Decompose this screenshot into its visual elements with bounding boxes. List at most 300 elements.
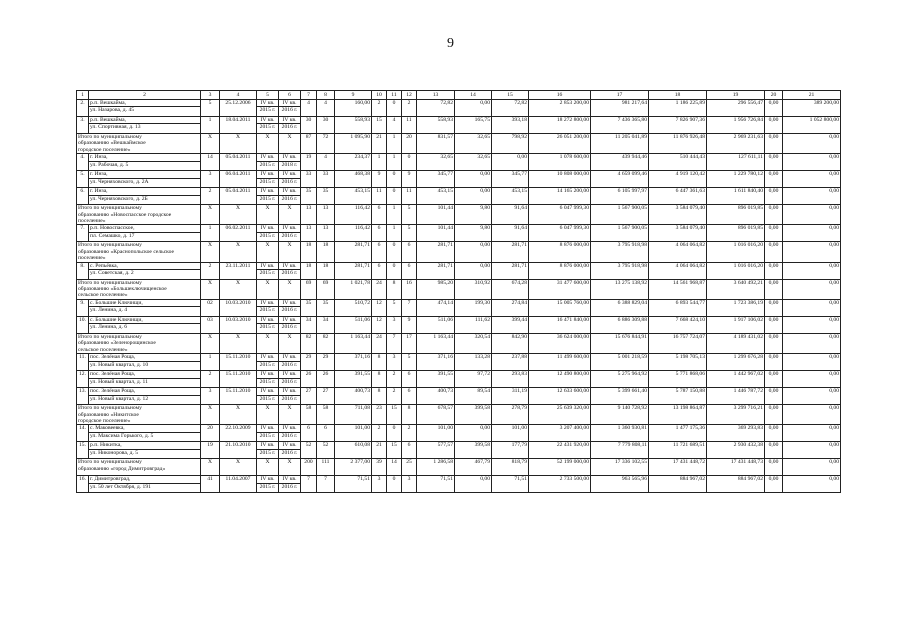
planned-demolition-date bbox=[279, 371, 301, 388]
value-cell-c8: 58 bbox=[317, 405, 335, 425]
value-cell-c10: 15 bbox=[372, 117, 387, 134]
value-cell-c20: 0,00 bbox=[765, 371, 783, 388]
value-cell-c18: 16 757 724,07 bbox=[649, 333, 707, 353]
value-cell-c11: 3 bbox=[387, 354, 402, 371]
value-cell-c16: 25 639 320,00 bbox=[529, 405, 591, 425]
x-mark-cell: X bbox=[279, 405, 301, 425]
value-cell-c17: 9 140 728,92 bbox=[591, 405, 649, 425]
value-cell-c7: 52 bbox=[301, 442, 317, 459]
cell-line: IV кв. bbox=[282, 299, 297, 306]
document-number: 5 bbox=[201, 100, 220, 117]
table-row bbox=[77, 262, 841, 279]
value-cell-c12: 2 bbox=[402, 100, 417, 117]
value-cell-c9: 234,37 bbox=[335, 154, 372, 171]
value-cell-c12: 5 bbox=[402, 354, 417, 371]
cell-line: ул. Максима Горького, д. 5 bbox=[89, 432, 200, 439]
value-cell-c17: 981 217,64 bbox=[591, 100, 649, 117]
value-cell-c18: 13 198 864,87 bbox=[649, 405, 707, 425]
value-cell-c12: 25 bbox=[402, 459, 417, 476]
value-cell-c11: 2 bbox=[387, 371, 402, 388]
planned-demolition-date bbox=[279, 354, 301, 371]
planned-resettlement-date bbox=[257, 388, 279, 405]
value-cell-c7: 13 bbox=[301, 205, 317, 225]
table-row bbox=[77, 225, 841, 242]
value-cell-c15: 237,88 bbox=[492, 354, 529, 371]
value-cell-c13: 71,51 bbox=[417, 476, 455, 493]
value-cell-c8: 35 bbox=[317, 299, 335, 316]
table-row bbox=[77, 299, 841, 316]
cell-line: IV кв. bbox=[282, 154, 297, 161]
document-number: 1 bbox=[201, 225, 220, 242]
value-cell-c12: 8 bbox=[402, 405, 417, 425]
value-cell-c19: 896 019,85 bbox=[707, 205, 765, 225]
value-cell-c17: 3 795 918,98 bbox=[591, 242, 649, 262]
value-cell-c16: 1 078 600,00 bbox=[529, 154, 591, 171]
cell-line: ул. Рабочая, д. 5 bbox=[89, 161, 200, 168]
column-number-header: 9 bbox=[335, 91, 372, 100]
value-cell-c17: 6 105 997,97 bbox=[591, 188, 649, 205]
value-cell-c15: 842,90 bbox=[492, 333, 529, 353]
value-cell-c7: 82 bbox=[301, 333, 317, 353]
table-row bbox=[77, 100, 841, 117]
row-number: 3. bbox=[77, 117, 89, 134]
cell-line: IV кв. bbox=[260, 262, 275, 269]
x-mark-cell: X bbox=[257, 242, 279, 262]
value-cell-c17: 7 436 365,80 bbox=[591, 117, 649, 134]
cell-line: г. Инза, bbox=[90, 188, 108, 195]
value-cell-c17: 15 676 844,91 bbox=[591, 333, 649, 353]
value-cell-c19: 1 611 840,40 bbox=[707, 188, 765, 205]
value-cell-c18: 1 477 175,36 bbox=[649, 425, 707, 442]
cell-line: ул. Черняховского, д. 2А bbox=[89, 178, 200, 185]
x-mark-cell: X bbox=[201, 242, 220, 262]
planned-demolition-date bbox=[279, 316, 301, 333]
value-cell-c7: 87 bbox=[301, 134, 317, 154]
x-mark-cell: X bbox=[220, 333, 257, 353]
cell-line: IV кв. bbox=[282, 442, 297, 449]
cell-line: образованию «Вешкаймское bbox=[78, 140, 146, 147]
row-number: 8. bbox=[77, 262, 89, 279]
value-cell-c13: 101,44 bbox=[417, 205, 455, 225]
document-date: 15.11.2010 bbox=[220, 354, 257, 371]
value-cell-c18: 4 064 064,82 bbox=[649, 262, 707, 279]
value-cell-c15: 281,71 bbox=[492, 262, 529, 279]
column-number-header: 2 bbox=[89, 91, 201, 100]
value-cell-c7: 69 bbox=[301, 279, 317, 299]
row-number: 4. bbox=[77, 154, 89, 171]
value-cell-c14: 399,58 bbox=[455, 405, 492, 425]
value-cell-c8: 34 bbox=[317, 316, 335, 333]
value-cell-c10: 8 bbox=[372, 354, 387, 371]
x-mark-cell: X bbox=[201, 459, 220, 476]
value-cell-c9: 711,08 bbox=[335, 405, 372, 425]
value-cell-c15: 281,71 bbox=[492, 242, 529, 262]
value-cell-c19: 1 299 676,28 bbox=[707, 354, 765, 371]
value-cell-c21: 0,00 bbox=[783, 442, 841, 459]
value-cell-c14: 32,65 bbox=[455, 154, 492, 171]
value-cell-c20: 0,00 bbox=[765, 442, 783, 459]
cell-line: IV кв. bbox=[260, 371, 275, 378]
column-number-header: 12 bbox=[402, 91, 417, 100]
x-mark-cell: X bbox=[220, 134, 257, 154]
value-cell-c21: 0,00 bbox=[783, 388, 841, 405]
value-cell-c14: 165,75 bbox=[455, 117, 492, 134]
cell-line: 2015 г. bbox=[257, 106, 278, 113]
x-mark-cell: X bbox=[279, 279, 301, 299]
value-cell-c14: 399,58 bbox=[455, 442, 492, 459]
value-cell-c14: 320,54 bbox=[455, 333, 492, 353]
value-cell-c17: 17 336 102,55 bbox=[591, 459, 649, 476]
planned-resettlement-date bbox=[257, 442, 279, 459]
table-row bbox=[77, 425, 841, 442]
value-cell-c11: 0 bbox=[387, 242, 402, 262]
value-cell-c15: 0,00 bbox=[492, 154, 529, 171]
value-cell-c17: 3 795 918,98 bbox=[591, 262, 649, 279]
cell-line: IV кв. bbox=[260, 154, 275, 161]
value-cell-c21: 0,00 bbox=[783, 425, 841, 442]
value-cell-c13: 558,93 bbox=[417, 117, 455, 134]
value-cell-c8: 52 bbox=[317, 442, 335, 459]
address-cell bbox=[89, 225, 201, 242]
value-cell-c11: 14 bbox=[387, 459, 402, 476]
document-date: 25.12.2006 bbox=[220, 100, 257, 117]
value-cell-c10: 3 bbox=[372, 476, 387, 493]
document-date: 15.11.2010 bbox=[220, 371, 257, 388]
cell-line: IV кв. bbox=[260, 476, 275, 483]
value-cell-c20: 0,00 bbox=[765, 459, 783, 476]
value-cell-c17: 5 275 964,92 bbox=[591, 371, 649, 388]
cell-line: 2015 г. bbox=[257, 432, 278, 439]
cell-line: 2016 г. bbox=[279, 432, 300, 439]
column-number-header: 14 bbox=[455, 91, 492, 100]
cell-line: ул. 50 лет Октября, д. 191 bbox=[89, 483, 200, 490]
document-date: 10.03.2010 bbox=[220, 316, 257, 333]
value-cell-c18: 6 893 544,77 bbox=[649, 299, 707, 316]
document-date: 10.03.2010 bbox=[220, 299, 257, 316]
value-cell-c12: 9 bbox=[402, 171, 417, 188]
value-cell-c17: 11 205 041,89 bbox=[591, 134, 649, 154]
value-cell-c15: 91,64 bbox=[492, 225, 529, 242]
table-row bbox=[77, 442, 841, 459]
cell-line: IV кв. bbox=[282, 262, 297, 269]
value-cell-c7: 6 bbox=[301, 425, 317, 442]
value-cell-c15: 72,82 bbox=[492, 100, 529, 117]
value-cell-c16: 6 047 999,30 bbox=[529, 205, 591, 225]
value-cell-c18: 11 721 689,51 bbox=[649, 442, 707, 459]
value-cell-c8: 33 bbox=[317, 171, 335, 188]
value-cell-c7: 200 bbox=[301, 459, 317, 476]
value-cell-c11: 0 bbox=[387, 262, 402, 279]
value-cell-c19: 2 969 231,63 bbox=[707, 134, 765, 154]
cell-line: IV кв. bbox=[282, 316, 297, 323]
value-cell-c13: 511,06 bbox=[417, 316, 455, 333]
value-cell-c9: 116,42 bbox=[335, 225, 372, 242]
value-cell-c12: 6 bbox=[402, 242, 417, 262]
value-cell-c18: 6 447 361,63 bbox=[649, 188, 707, 205]
cell-line: 2015 г. bbox=[257, 161, 278, 168]
planned-demolition-date bbox=[279, 388, 301, 405]
column-number-header: 3 bbox=[201, 91, 220, 100]
value-cell-c13: 678,57 bbox=[417, 405, 455, 425]
address-cell bbox=[89, 425, 201, 442]
cell-line: IV кв. bbox=[282, 476, 297, 483]
cell-line: с. Большие Ключищи, bbox=[90, 299, 143, 306]
value-cell-c8: 29 bbox=[317, 354, 335, 371]
column-number-header: 20 bbox=[765, 91, 783, 100]
column-number-header: 13 bbox=[417, 91, 455, 100]
planned-demolition-date bbox=[279, 262, 301, 279]
value-cell-c18: 5 787 150,88 bbox=[649, 388, 707, 405]
cell-line: пос. Зелёная Роща, bbox=[90, 388, 136, 395]
planned-demolition-date bbox=[279, 299, 301, 316]
value-cell-c16: 22 431 920,00 bbox=[529, 442, 591, 459]
subtotal-row bbox=[77, 333, 841, 353]
value-cell-c11: 7 bbox=[387, 333, 402, 353]
value-cell-c11: 1 bbox=[387, 225, 402, 242]
value-cell-c12: 2 bbox=[402, 425, 417, 442]
cell-line: 2016 г. bbox=[279, 395, 300, 402]
value-cell-c20: 0,00 bbox=[765, 262, 783, 279]
value-cell-c19: 1 917 106,02 bbox=[707, 316, 765, 333]
column-number-header: 18 bbox=[649, 91, 707, 100]
cell-line: г. Инза, bbox=[90, 171, 108, 178]
value-cell-c11: 0 bbox=[387, 171, 402, 188]
row-number: 10. bbox=[77, 316, 89, 333]
cell-line: образованию «Большеключищенское bbox=[78, 286, 167, 293]
value-cell-c14: 9,80 bbox=[455, 225, 492, 242]
document-number: 3 bbox=[201, 388, 220, 405]
value-cell-c14: 0,00 bbox=[455, 476, 492, 493]
value-cell-c14: 133,28 bbox=[455, 354, 492, 371]
value-cell-c18: 4 919 120,42 bbox=[649, 171, 707, 188]
cell-line: IV кв. bbox=[260, 171, 275, 178]
cell-line: с. Репьёвка, bbox=[90, 262, 118, 269]
planned-demolition-date bbox=[279, 476, 301, 493]
value-cell-c10: 39 bbox=[372, 459, 387, 476]
planned-demolition-date bbox=[279, 225, 301, 242]
value-cell-c9: 1 163,44 bbox=[335, 333, 372, 353]
value-cell-c14: 0,00 bbox=[455, 425, 492, 442]
value-cell-c21: 0,00 bbox=[783, 459, 841, 476]
value-cell-c7: 35 bbox=[301, 299, 317, 316]
x-mark-cell: X bbox=[201, 279, 220, 299]
x-mark-cell: X bbox=[257, 205, 279, 225]
address-cell bbox=[89, 262, 201, 279]
cell-line: 2015 г. bbox=[257, 378, 278, 385]
cell-line: образованию «город Димитровград» bbox=[78, 465, 166, 472]
x-mark-cell: X bbox=[279, 205, 301, 225]
address-cell bbox=[89, 388, 201, 405]
cell-line: г. Инза, bbox=[90, 154, 108, 161]
value-cell-c9: 400,73 bbox=[335, 388, 372, 405]
value-cell-c13: 32,65 bbox=[417, 154, 455, 171]
cell-line: 2016 г. bbox=[279, 306, 300, 313]
cell-line: 2015 г. bbox=[257, 178, 278, 185]
cell-line: 2016 г. bbox=[279, 483, 300, 490]
planned-demolition-date bbox=[279, 442, 301, 459]
value-cell-c14: 111,62 bbox=[455, 316, 492, 333]
value-cell-c21: 0,00 bbox=[783, 371, 841, 388]
column-number-header: 15 bbox=[492, 91, 529, 100]
value-cell-c19: 2 930 432,38 bbox=[707, 442, 765, 459]
value-cell-c15: 393,18 bbox=[492, 117, 529, 134]
value-cell-c17: 1 360 930,81 bbox=[591, 425, 649, 442]
cell-line: образованию «Зеленорощинское bbox=[78, 340, 156, 347]
cell-line: IV кв. bbox=[282, 188, 297, 195]
cell-line: 2015 г. bbox=[257, 269, 278, 276]
value-cell-c9: 101,00 bbox=[335, 425, 372, 442]
value-cell-c20: 0,00 bbox=[765, 279, 783, 299]
value-cell-c10: 8 bbox=[372, 388, 387, 405]
cell-line: IV кв. bbox=[260, 299, 275, 306]
value-cell-c8: 72 bbox=[317, 134, 335, 154]
value-cell-c14: 467,79 bbox=[455, 459, 492, 476]
x-mark-cell: X bbox=[257, 405, 279, 425]
value-cell-c7: 18 bbox=[301, 262, 317, 279]
value-cell-c21: 0,00 bbox=[783, 242, 841, 262]
value-cell-c9: 511,06 bbox=[335, 316, 372, 333]
cell-line: IV кв. bbox=[282, 425, 297, 432]
value-cell-c9: 391,55 bbox=[335, 371, 372, 388]
value-cell-c11: 15 bbox=[387, 405, 402, 425]
value-cell-c8: 13 bbox=[317, 225, 335, 242]
value-cell-c15: 798,92 bbox=[492, 134, 529, 154]
x-mark-cell: X bbox=[257, 279, 279, 299]
value-cell-c11: 3 bbox=[387, 316, 402, 333]
subtotal-row bbox=[77, 134, 841, 154]
cell-line: 2016 г. bbox=[279, 269, 300, 276]
value-cell-c16: 11 499 600,00 bbox=[529, 354, 591, 371]
value-cell-c19: 1 016 016,20 bbox=[707, 242, 765, 262]
planned-demolition-date bbox=[279, 425, 301, 442]
subtotal-row bbox=[77, 279, 841, 299]
value-cell-c9: 610,08 bbox=[335, 442, 372, 459]
value-cell-c15: 293,83 bbox=[492, 371, 529, 388]
document-number: 14 bbox=[201, 154, 220, 171]
row-number: 15. bbox=[77, 442, 89, 459]
value-cell-c19: 1 442 967,02 bbox=[707, 371, 765, 388]
value-cell-c14: 32,65 bbox=[455, 134, 492, 154]
cell-line: 2016 г. bbox=[279, 378, 300, 385]
value-cell-c9: 453,15 bbox=[335, 188, 372, 205]
value-cell-c20: 0,00 bbox=[765, 117, 783, 134]
value-cell-c7: 33 bbox=[301, 171, 317, 188]
value-cell-c20: 0,00 bbox=[765, 405, 783, 425]
value-cell-c13: 281,71 bbox=[417, 262, 455, 279]
value-cell-c15: 71,51 bbox=[492, 476, 529, 493]
cell-line: городское поселение» bbox=[78, 146, 131, 153]
value-cell-c13: 1 163,44 bbox=[417, 333, 455, 353]
value-cell-c18: 3 584 079,40 bbox=[649, 225, 707, 242]
cell-line: р.п. Вешкайма, bbox=[90, 117, 126, 123]
cell-line: 2016 г. bbox=[279, 323, 300, 330]
value-cell-c12: 7 bbox=[402, 299, 417, 316]
column-number-header: 1 bbox=[77, 91, 89, 100]
value-cell-c15: 177,79 bbox=[492, 442, 529, 459]
column-number-header: 11 bbox=[387, 91, 402, 100]
value-cell-c19: 17 431 448,73 bbox=[707, 459, 765, 476]
x-mark-cell: X bbox=[279, 242, 301, 262]
value-cell-c14: 0,00 bbox=[455, 100, 492, 117]
value-cell-c14: 310,92 bbox=[455, 279, 492, 299]
value-cell-c18: 884 967,02 bbox=[649, 476, 707, 493]
cell-line: ул. Черняховского, д. 2Б bbox=[89, 195, 200, 202]
cell-line: 2015 г. bbox=[257, 361, 278, 368]
cell-line: пос. Зелёная Роща, bbox=[90, 354, 136, 361]
cell-line: IV кв. bbox=[260, 225, 275, 232]
value-cell-c9: 116,42 bbox=[335, 205, 372, 225]
housing-program-table bbox=[76, 90, 841, 493]
value-cell-c7: 29 bbox=[301, 354, 317, 371]
document-date: 21.10.2010 bbox=[220, 442, 257, 459]
document-number: 3 bbox=[201, 171, 220, 188]
value-cell-c21: 389 200,00 bbox=[783, 100, 841, 117]
value-cell-c13: 577,57 bbox=[417, 442, 455, 459]
planned-resettlement-date bbox=[257, 225, 279, 242]
value-cell-c16: 10 808 000,00 bbox=[529, 171, 591, 188]
cell-line: с. Большие Ключищи, bbox=[90, 316, 143, 323]
value-cell-c10: 21 bbox=[372, 134, 387, 154]
value-cell-c12: 9 bbox=[402, 316, 417, 333]
value-cell-c21: 0,00 bbox=[783, 333, 841, 353]
cell-line: 2015 г. bbox=[257, 323, 278, 330]
value-cell-c14: 97,72 bbox=[455, 371, 492, 388]
planned-resettlement-date bbox=[257, 299, 279, 316]
document-number: 03 bbox=[201, 316, 220, 333]
value-cell-c9: 510,72 bbox=[335, 299, 372, 316]
value-cell-c20: 0,00 bbox=[765, 154, 783, 171]
table-row bbox=[77, 154, 841, 171]
value-cell-c11: 0 bbox=[387, 476, 402, 493]
table-row bbox=[77, 476, 841, 493]
cell-line: Итого по муниципальному bbox=[78, 205, 142, 212]
value-cell-c17: 5 001 218,59 bbox=[591, 354, 649, 371]
value-cell-c13: 345,77 bbox=[417, 171, 455, 188]
value-cell-c19: 4 189 431,02 bbox=[707, 333, 765, 353]
value-cell-c21: 0,00 bbox=[783, 205, 841, 225]
x-mark-cell: X bbox=[257, 134, 279, 154]
value-cell-c14: 199,30 bbox=[455, 299, 492, 316]
cell-line: 2016 г. bbox=[279, 106, 300, 113]
value-cell-c10: 23 bbox=[372, 405, 387, 425]
document-number: 2 bbox=[201, 262, 220, 279]
value-cell-c21: 0,00 bbox=[783, 134, 841, 154]
cell-line: сельское поселение» bbox=[78, 346, 128, 353]
value-cell-c20: 0,00 bbox=[765, 354, 783, 371]
value-cell-c13: 453,15 bbox=[417, 188, 455, 205]
value-cell-c10: 2 bbox=[372, 100, 387, 117]
value-cell-c8: 111 bbox=[317, 459, 335, 476]
value-cell-c12: 0 bbox=[402, 154, 417, 171]
address-cell bbox=[89, 316, 201, 333]
value-cell-c18: 17 431 448,72 bbox=[649, 459, 707, 476]
value-cell-c19: 884 967,02 bbox=[707, 476, 765, 493]
row-number: 14. bbox=[77, 425, 89, 442]
value-cell-c19: 1 446 787,72 bbox=[707, 388, 765, 405]
value-cell-c9: 71,51 bbox=[335, 476, 372, 493]
value-cell-c19: 369 293,83 bbox=[707, 425, 765, 442]
planned-resettlement-date bbox=[257, 354, 279, 371]
column-number-header: 8 bbox=[317, 91, 335, 100]
value-cell-c21: 0,00 bbox=[783, 354, 841, 371]
value-cell-c13: 101,44 bbox=[417, 225, 455, 242]
document-number: 2 bbox=[201, 371, 220, 388]
document-date: 06.04.2011 bbox=[220, 171, 257, 188]
address-cell bbox=[89, 117, 201, 134]
value-cell-c19: 1 723 386,19 bbox=[707, 299, 765, 316]
value-cell-c11: 5 bbox=[387, 299, 402, 316]
x-mark-cell: X bbox=[201, 205, 220, 225]
